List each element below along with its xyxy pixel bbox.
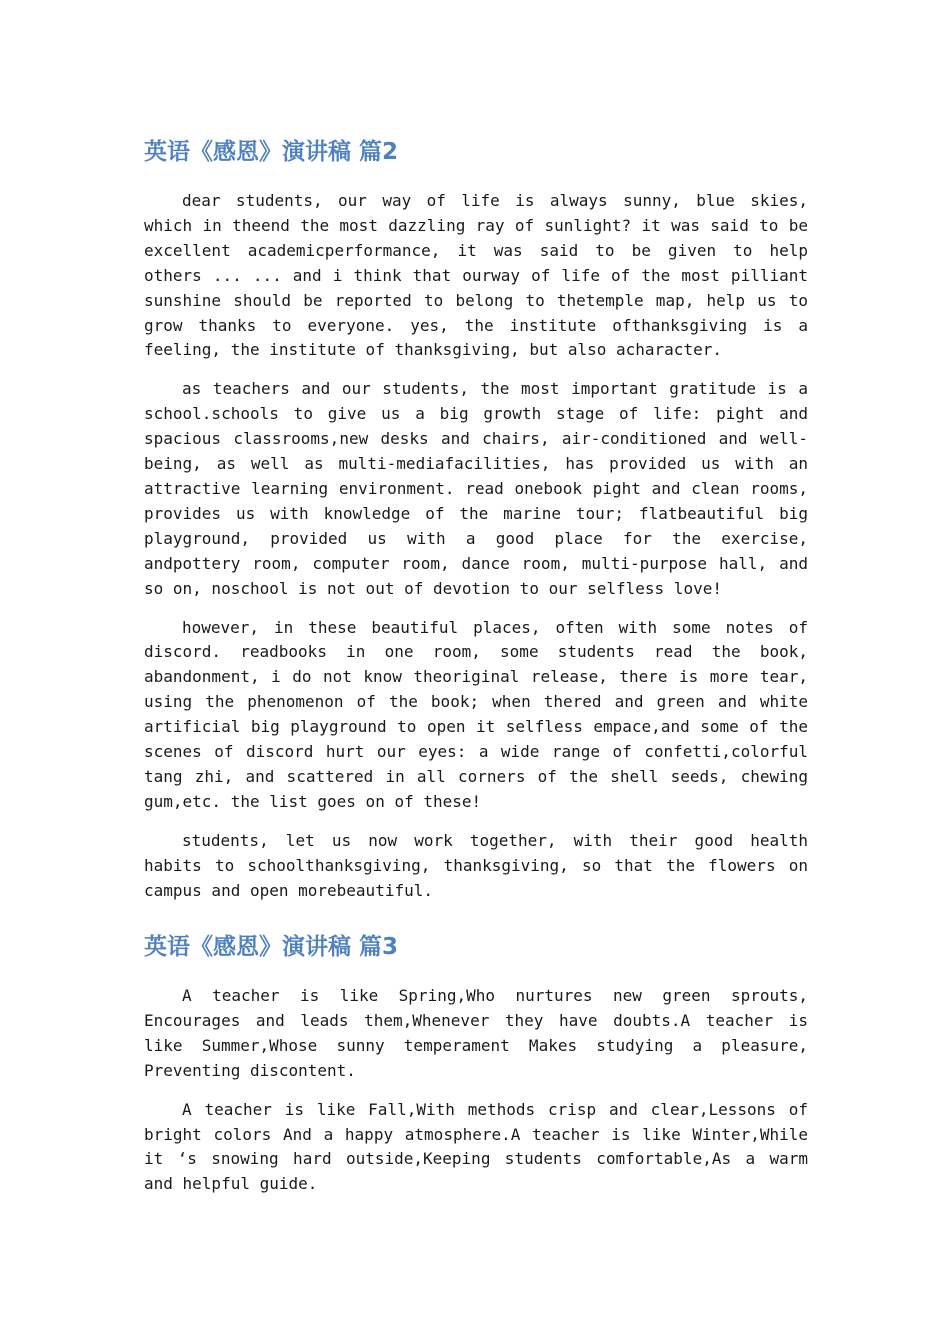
paragraph: students, let us now work together, with their good health habits to schoolthanksgiving, thanksgiving, so that the flowers on campus and open morebeautiful. <box>144 830 808 900</box>
paragraph: A teacher is like Fall,With methods crisp and clear,Lessons of bright colors And a happy atmosphere.A teacher is like Winter,While it ‘s snowing hard outside,Keeping students comfortable,As a warm and helpful guide. <box>144 1099 808 1194</box>
section-heading: 英语《感恩》演讲稿 篇3 <box>144 934 399 960</box>
paragraph: A teacher is like Spring,Who nurtures new green sprouts, Encourages and leads them,Whenever they have doubts.A teacher is like Summer,Whose sunny temperament Makes studying a pleasure, Preventing discontent. <box>144 986 808 1080</box>
paragraph: however, in these beautiful places, often with some notes of discord. readbooks in one room, some students read the book, abandonment, i do not know theoriginal release, there is more tear, using the phenomenon of the book; when thered and green and white artificial big playground to open it selfless empace,and some of the scenes of discord hurt our eyes: a wide range of confetti,colorful tang zhi, and scattered in all corners of the shell seeds, chewing gum,etc. the list goes on of these! <box>144 617 808 811</box>
section-body <box>144 984 808 1211</box>
paragraph: as teachers and our students, the most important gratitude is a school.schools to give us a big growth stage of life: pight and spacious classrooms,new desks and chairs, air-conditioned and well-being, as well as multi-mediafacilities, has provided us with an attractive learning environment. read onebook pight and clean rooms, provides us with knowledge of the marine tour; flatbeautiful big playground, provided us with a good place for the exercise, andpottery room, computer room, dance room, multi-purpose hall, and so on, noschool is not out of devotion to our selfless love! <box>144 379 808 598</box>
paragraph: dear students, our way of life is always sunny, blue skies, which in theend the most dazzling ray of sunlight? it was said to be excellent academicperformance, it was said to be given to help others ... ... and i think that ourway of life of the most pilliant sunshine should be reported to belong to thetemple map, help us to grow thanks to everyone. yes, the institute ofthanksgiving is a feeling, the institute of thanksgiving, but also acharacter. <box>144 191 808 360</box>
section-heading: 英语《感恩》演讲稿 篇2 <box>144 139 399 165</box>
section-body <box>144 189 808 917</box>
